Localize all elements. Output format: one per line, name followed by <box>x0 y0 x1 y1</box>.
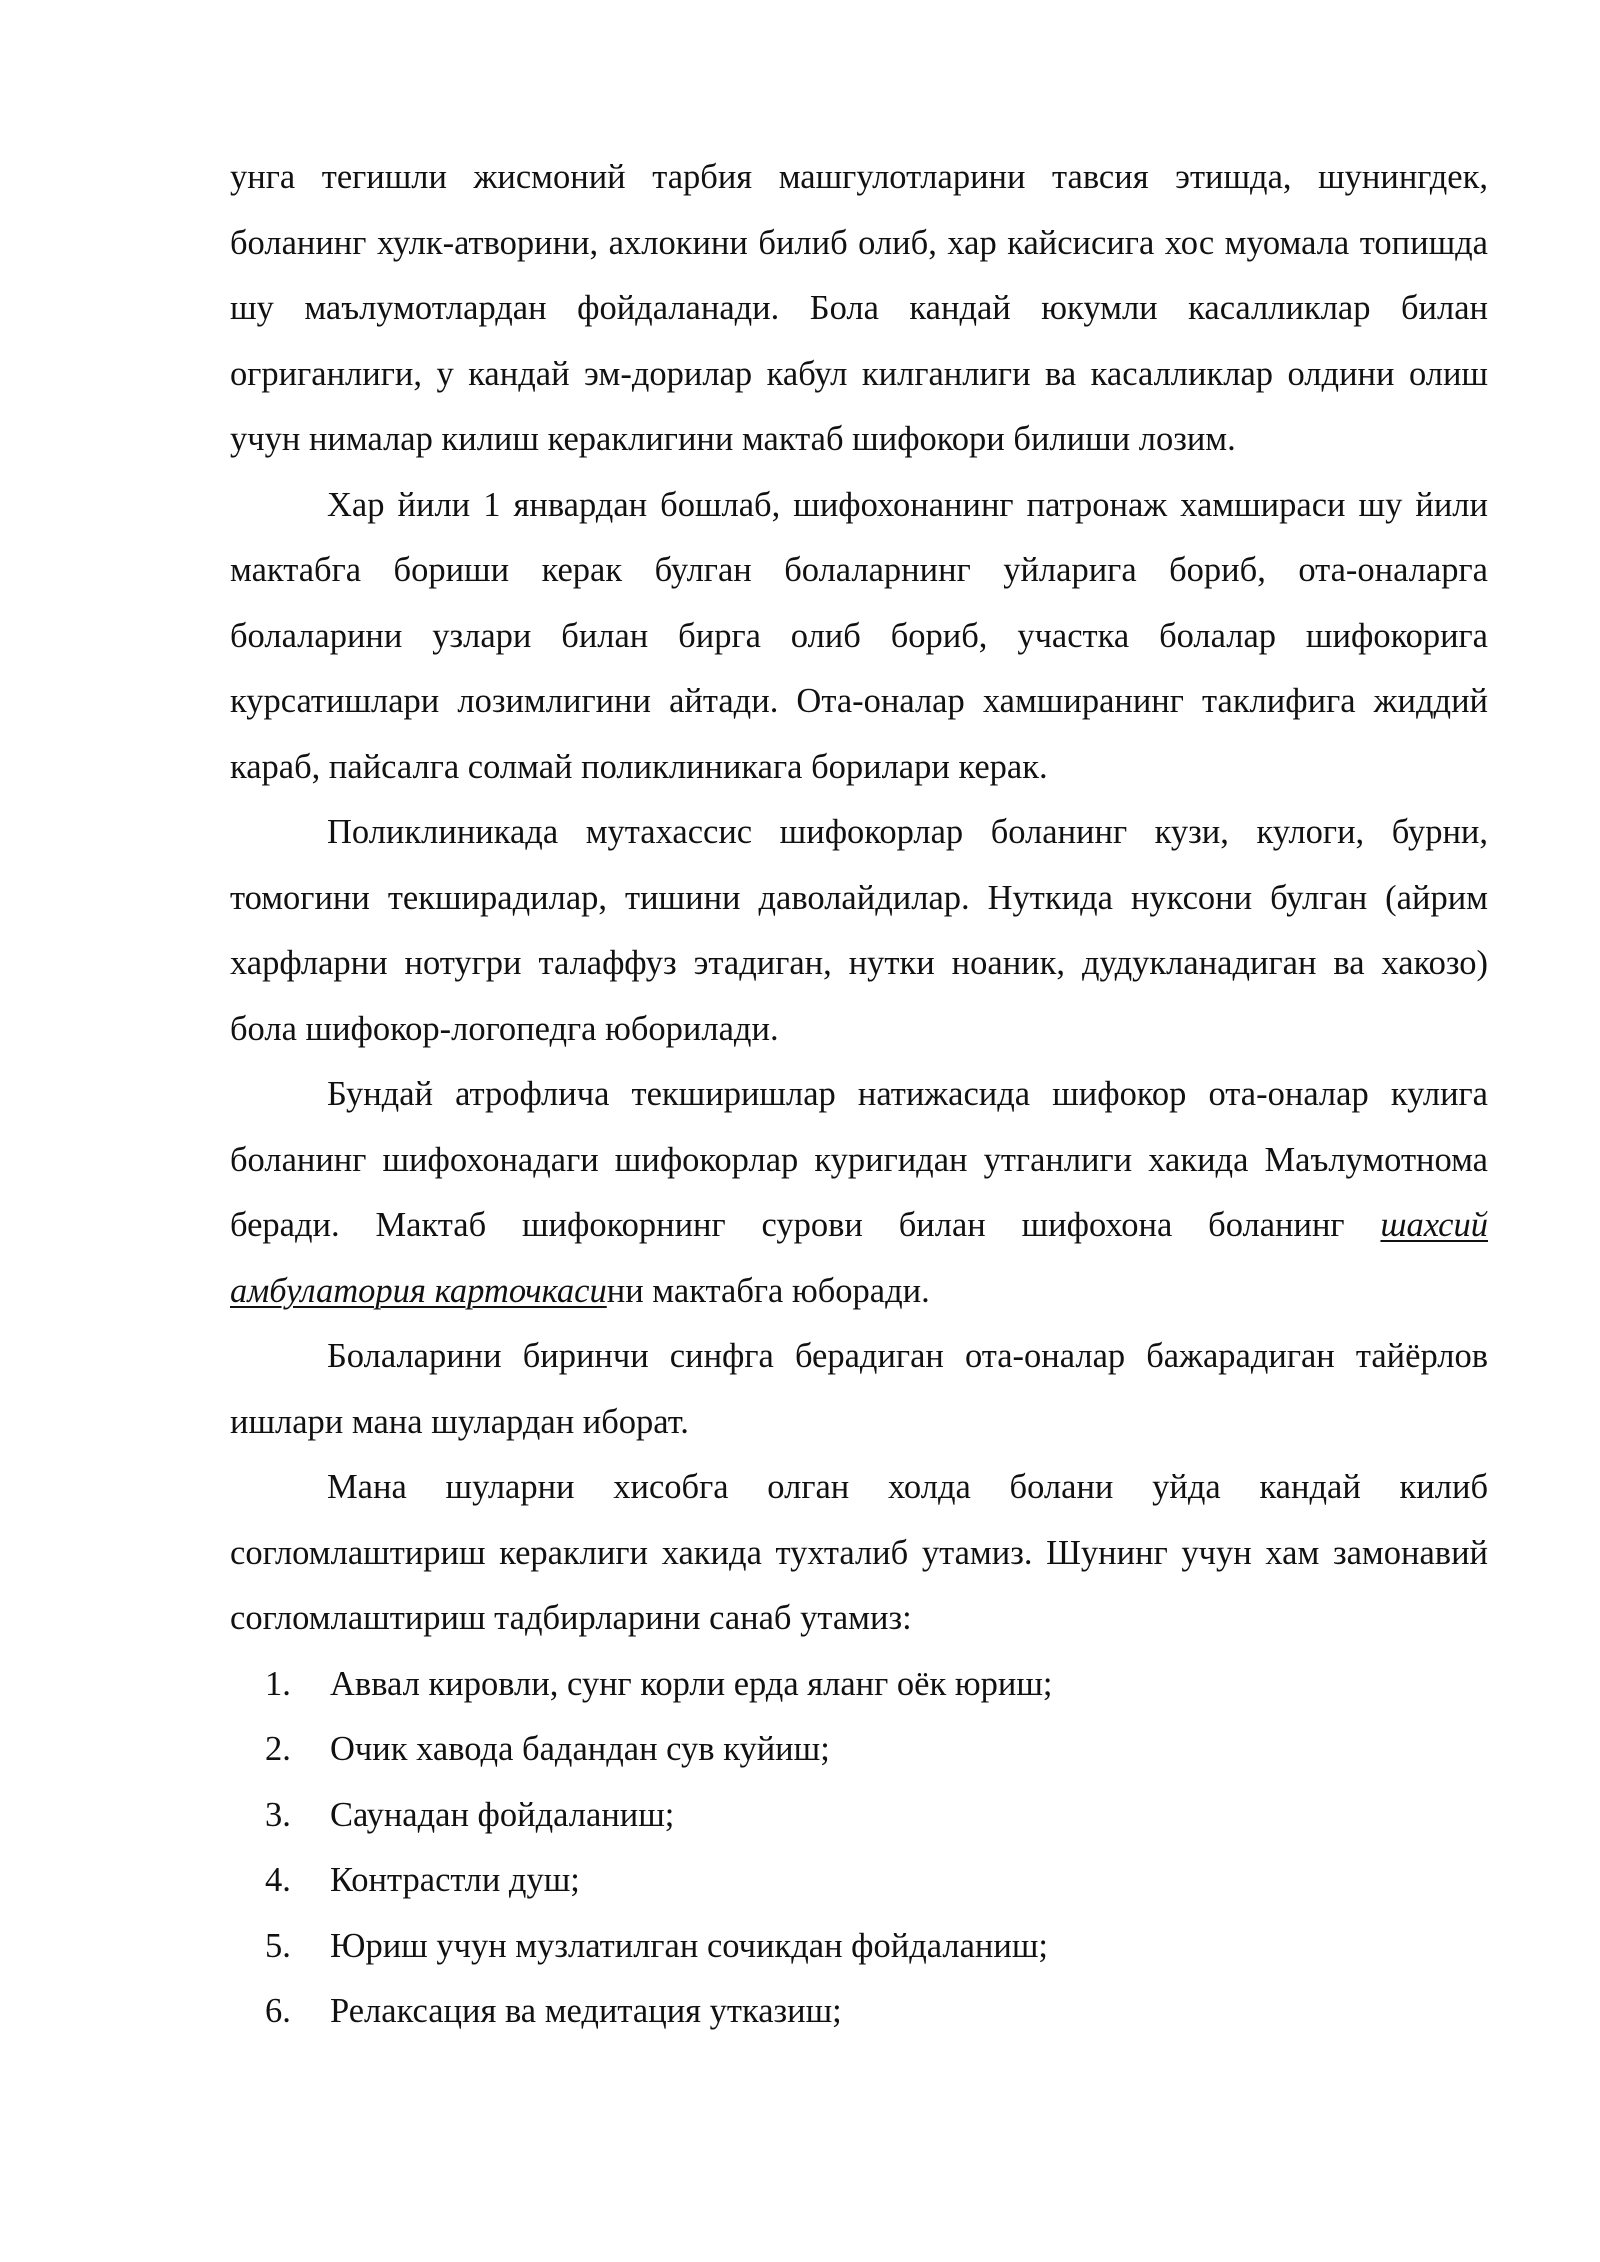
paragraph-5: Болаларини биринчи синфга берадиган ота-оналар бажарадиган тайёрлов ишлари мана шулардан иборат. <box>230 1337 1488 1441</box>
paragraph-4 <box>230 1062 1488 1324</box>
paragraph-2: Хар йили 1 январдан бошлаб, шифохонанинг патронаж хамшираси шу йили мактабга бориши керак булган болаларнинг уйларига бориб, ота-оналарга болаларини узлари билан бирга олиб бориб, участка болалар шифокорига курсатишлари лозимлигини айтади. Ота-оналар хамширанинг таклифига жиддий караб, пайсалга солмай поликлиникага борилари керак. <box>230 485 1488 786</box>
list-item-text: Саунадан фойдаланиш; <box>330 1795 675 1834</box>
list-item <box>230 1848 1488 1914</box>
list-item-text: Контрастли душ; <box>330 1861 580 1899</box>
paragraph-1: унга тегишли жисмоний тарбия машгулотларини тавсия этишда, шунингдек, боланинг хулк-атворини, ахлокини билиб олиб, хар кайсисига хос муомала топишда шу маълумотлардан фойдаланади. Бола кандай юкумли касалликлар билан огриганлиги, у кандай эм-дорилар кабул килганлиги ва касалликлар олдини олиш учун нималар килиш кераклигини мактаб шифокори билиши лозим. <box>230 158 1488 458</box>
list-item-text: Юриш учун музлатилган сочикдан фойдаланиш; <box>330 1926 1048 1965</box>
paragraph-3: Поликлиникада мутахассис шифокорлар боланинг кузи, кулоги, бурни, томогини текширадилар, тишини даволайдилар. Нуткида нуксони булган (айрим харфларни нотугри талаффуз этадиган, нутки ноаник, дудукланадиган ва хакозо) бола шифокор-логопедга юборилади. <box>230 813 1488 1048</box>
list-item-number: 4. <box>265 1861 291 1899</box>
list-item-number: 3. <box>265 1795 291 1834</box>
list-item-number: 5. <box>265 1926 291 1965</box>
list-item <box>230 1979 1488 2045</box>
document-page <box>230 145 1488 2045</box>
list-item-number: 2. <box>265 1730 291 1768</box>
list-item-text: Аввал кировли, сунг корли ерда яланг оёк юриш; <box>330 1664 1053 1703</box>
health-measures-list <box>230 1652 1488 2045</box>
list-item <box>230 1717 1488 1783</box>
list-item-text: Очик хавода бадандан сув куйиш; <box>330 1730 830 1768</box>
ambulatory-card-link[interactable]: шахсий амбулатория карточкаси <box>230 1206 1488 1310</box>
list-item <box>230 1652 1488 1718</box>
list-item-number: 6. <box>265 1992 291 2030</box>
list-item-text: Релаксация ва медитация утказиш; <box>330 1992 842 2030</box>
paragraph-6: Мана шуларни хисобга олган холда болани уйда кандай килиб согломлаштириш кераклиги хакида тухталиб утамиз. Шунинг учун хам замонавий согломлаштириш тадбирларини санаб утамиз: <box>230 1468 1488 1637</box>
paragraph-4-text-after: ни мактабга юборади. <box>606 1271 930 1310</box>
list-item <box>230 1914 1488 1980</box>
list-item <box>230 1783 1488 1849</box>
list-item-number: 1. <box>265 1664 291 1703</box>
paragraph-4-text-before: Бундай атрофлича текширишлар натижасида шифокор ота-оналар кулига боланинг шифохонадаги шифокорлар куригидан утганлиги хакида Маълумотнома беради. Мактаб шифокорнинг сурови билан шифохона боланинг <box>230 1075 1488 1244</box>
